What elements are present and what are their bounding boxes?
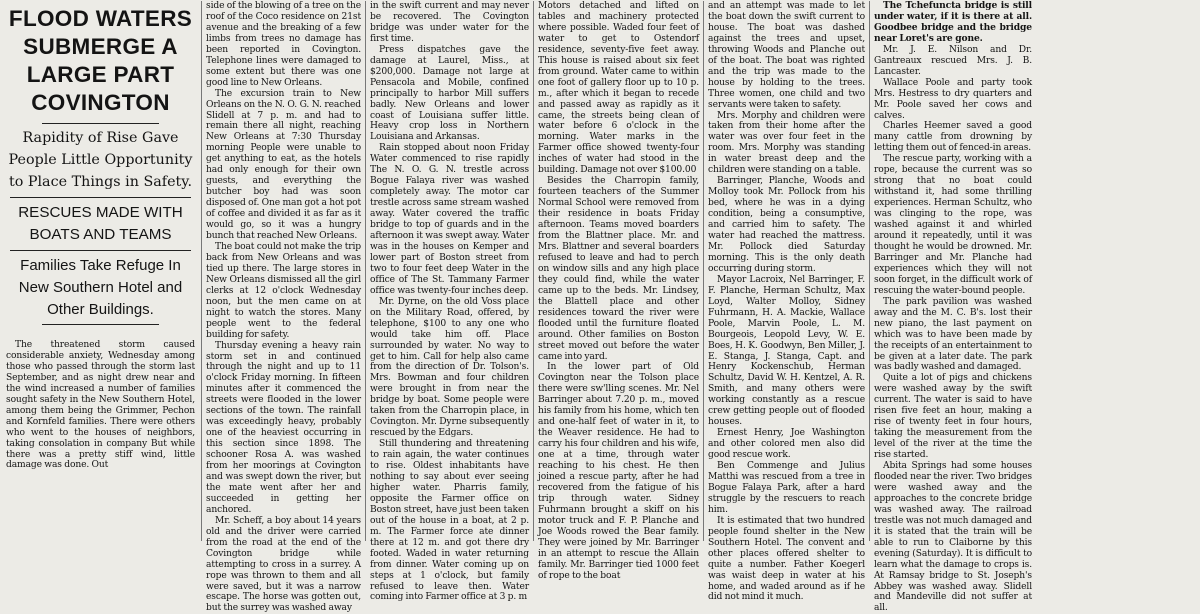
article-paragraph: side of the blowing of a tree on the roof of the Coco residence on 21st avenue and the breaking of a few limbs from trees no damage has been reported in Covington. Telephone lines were damaged to some extent but there was one good line to New Orleans.: [206, 1, 361, 88]
article-paragraph: The threatened storm caused considerable anxiety, Wednesday among those who passed through the storm last September, and as night drew near and the wind increased a number of families sought safety in the New Southern Hotel, among them being the Grimmer, Pechon and Kornfeld families. There were others who went to the houses of neighbors, taking consolation in company But while there was a pretty stiff wind, little damage was done. Out: [6, 340, 195, 471]
divider: [42, 324, 159, 325]
subheadline: Rapidity of Rise Gave People Little Opportunity to Place Things in Safety.: [8, 130, 193, 190]
headline-line: FLOOD WATERS: [8, 6, 193, 31]
text-column: [366, 1, 534, 603]
article-paragraph: and an attempt was made to let the boat down the swift current to house. The boat was dashed against the trees and upset, throwing Woods and Planche out of the boat. The boat was righted and the trip was made to the house by holding to the trees. Three women, one child and two servants were taken to safety.: [708, 1, 865, 110]
article-paragraph: Abita Springs had some houses flooded near the river. Two bridges were washed away and the approaches to the concrete bridge was washed away. The railroad trestle was not much damaged and it is stated that the train will be able to run to Claiborne by this evening (Saturday). It is difficult to learn what the damage to crops is. At Ramsay bridge to St. Joseph's Abbey was washed away. Slidell and Mandeville did not suffer at all.: [874, 461, 1032, 614]
headline-line: LARGE PART: [26, 62, 175, 87]
article-paragraph: It is estimated that two hundred people found shelter in the New Southern Hotel. The convent and other places offered shelter to quite a number. Father Koegerl was waist deep in water at his home, and waded around as if he did not mind it much.: [708, 515, 865, 603]
subheadline: RESCUES MADE WITH BOATS AND TEAMS: [18, 204, 183, 243]
article-paragraph: Quite a lot of pigs and chickens were washed away by the swift current. The water is said to have risen five feet an hour, making a rise of twenty feet in four hours, taking the measurement from the level of the river at the time the rise started.: [874, 373, 1032, 461]
subheadline: Families Take Refuge In New Southern Hotel and Other Buildings.: [18, 257, 183, 318]
text-column: [534, 1, 704, 581]
divider: [10, 250, 191, 251]
text-column: [202, 1, 366, 614]
text-column: [704, 1, 870, 603]
article-paragraph: The excursion train to New Orleans on the N. O. G. N. reached Slidell at 7 p. m. and had to remain there all night, reaching New Orleans at 7:30 Thursday morning People were unable to get anything to eat, as the hotels had only enough for their own guests, and everything the butcher boy had was soon disposed of. One man got a hot pot of coffee and divided it as far as it would go, so it was a hungry bunch that reached New Orleans.: [206, 88, 361, 242]
article-paragraph: Wallace Poole and party took Mrs. Hestress to dry quarters and Mr. Poole saved her cows and calves.: [874, 77, 1032, 121]
article-paragraph: Mr. Dyrne, on the old Voss place on the Military Road, offered, by telephone, $100 to any one who would take him off. Place surrounded by water. No way to get to him. Call for help also came from the direction of Dr. Tolson's. Mrs. Bowman and four children were brought in from near the bridge by boat. Some people were taken from the Charropin place, in Covington. Mr. Dyrne subsequently rescued by the Edgars.: [370, 296, 529, 439]
article-paragraph: in the swift current and may never be recovered. The Covington bridge was under water for the first time.: [370, 1, 529, 44]
text-column: [870, 0, 1036, 614]
article-paragraph: Charles Heemer saved a good many cattle from drowning by letting them out of fenced-in areas.: [874, 121, 1032, 154]
article-paragraph: Mr. J. E. Nilson and Dr. Gantreaux rescued Mrs. J. B. Lancaster.: [874, 44, 1032, 77]
article-paragraph: The rescue party, working with a rope, because the current was so strong that no boat could withstand it, had some thrilling experiences. Herman Schultz, who was clinging to the rope, was washed against it and whirled around it repeatedly, until it was thought he would be drowned. Mr. Barringer and Mr. Planche had experiences which they will not soon forget, in the difficult work of rescuing the water-bound people.: [874, 154, 1032, 296]
article-paragraph: The Tchefuncta bridge is still under water, if it is there at all. Goodbee bridge and the bridge near Loret's are gone.: [874, 0, 1032, 44]
article-paragraph: The boat could not make the trip back from New Orleans and was tied up there. The large stores in New Orleans dismissed all the girl clerks at 12 o'clock Wednesday noon, but the men came on at night to watch the stores. Many people went to the federal building for safety.: [206, 241, 362, 340]
article-paragraph: In the lower part of Old Covington near the Tolson place there were sw'lling scenes. Mr. Nel Barringer about 7.20 p. m., moved his family from his home, which ten and one-half feet of water in it, to the Weaver residence. He had to carry his four children and his wife, one at a time, through water reaching to his chest. He then joined a rescue party, after he had recovered from the fatigue of his trip through water. Sidney Fuhrmann brought a skiff on his motor truck and F. P. Planche and Joe Woods rowed the Bear family. They were joined by Mr. Barringer in an attempt to rescue the Allain family. Mr. Barringer tied 1000 feet of rope to the boat: [538, 362, 699, 581]
headline-column: [2, 1, 202, 541]
article-paragraph: The park pavilion was washed away and the M. C. B's. lost their new piano, the last payment on which was to have been made by the receipts of an entertainment to be given at a later date. The park was badly washed and damaged.: [874, 296, 1032, 373]
article-paragraph: Motors detached and lifted on tables and machinery protected where possible. Waded four feet of water to get to Ostendorf residence, seventy-five feet away. This house is raised about six feet from ground. Water came to within one foot of gallery floor up to 10 p. m., after which it began to recede and passed away as rapidly as it came, the streets being clean of water before 6 o'clock in the morning. Water marks in the Farmer office showed twenty-four inches of water had stood in the building. Damage not over $100.00: [538, 1, 699, 176]
article-paragraph: Mr. Scheff, a boy about 14 years old and the driver were carried from the road at the end of the Covington bridge while attempting to cross in a surrey. A rope was thrown to them and all were saved, but it was a narrow escape. The horse was gotten out, but the surrey was washed away: [206, 515, 361, 614]
divider: [10, 197, 191, 198]
article-paragraph: Still thundering and threatening to rain again, the water continues to rise. Oldest inhabitants have nothing to say about ever seeing higher water. Pharris family, opposite the Farmer office on Boston street, have just been taken out of the house in a boat, at 2 p. m. The Farmer force ate dinner there at 12 m. and got there dry footed. Waded in water returning from dinner. Water coming up on steps at 1 o'clock, but family refused to leave then. Water coming into Farmer office at 3 p. m: [370, 439, 529, 603]
article-paragraph: Rain stopped about noon Friday Water commenced to rise rapidly The N. O. G. N. trestle across Bogue Falaya river was washed completely away. The motor car trestle across same stream washed away. Water covered the traffic bridge to top of guards and in the afternoon it was swept away. Water was in the houses on Kemper and lower part of Boston street from two to four feet deep Water in the office of The St. Tammany Farmer office was twenty-four inches deep.: [370, 143, 529, 296]
article-paragraph: Mayor Lacroix, Nel Barringer, F. F. Planche, Herman Schultz, Max Loyd, Walter Molloy, Sidney Fuhrmann, H. A. Mackie, Wallace Poole, Marvin Poole, L. M. Bourgeois, Leopold Levy, W. E. Boes, H. K. Goodwyn, Ben Miller, J. E. Stanga, J. Stanga, Capt. and Henry Kockenschub, Herman Schultz, David W. H. Kentzel, A. R. Smith, and many others were working constantly as a rescue crew getting people out of flooded houses.: [708, 274, 865, 428]
headline-line: SUBMERGE A: [23, 34, 178, 59]
divider: [42, 123, 159, 124]
article-paragraph: Mrs. Morphy and children were taken from their home after the water was over four feet in the room. Mrs. Morphy was standing in water breast deep and the children were standing on a table.: [708, 110, 865, 176]
headline: [6, 5, 195, 117]
article-paragraph: Barringer, Planche, Woods and Molloy took Mr. Pollock from his bed, where he was in a dying condition, being a consumptive, and carried him to safety. The water had reached the mattress. Mr. Pollock died Saturday morning. This is the only death occurring during storm.: [708, 176, 865, 274]
article-paragraph: Press dispatches gave the damage at Laurel, Miss., at $200,000. Damage not large at Pensacola and Mobile, confined principally to harbor Mill suffers badly. New Orleans and lower coast of Louisiana suffer little. Heavy crop loss in Northern Louisiana and Arkansas.: [370, 44, 529, 143]
article-paragraph: Ernest Henry, Joe Washington and other colored men also did good rescue work.: [708, 428, 865, 461]
headline-line: COVINGTON: [31, 90, 170, 115]
article-paragraph: Besides the Charropin family, fourteen teachers of the Summer Normal School were removed from their residence in boats Friday afternoon. Teams moved boarders from the Blattner place. Mr. and Mrs. Blattner and several boarders refused to leave and had to perch on window sills and any high place they could find, while the water came up to the beds. Mr. Lindsey, the Blattell place and other residences toward the river were flooded until the furniture floated around. Other families on Boston street moved out before the water came into yard.: [538, 176, 699, 362]
article-paragraph: Thursday evening a heavy rain storm set in and continued through the night and up to 11 o'clock Friday morning. In fifteen minutes after it commenced the streets were flooded in the lower sections of the town. The rainfall was exceedingly heavy, probably one of the heaviest occurring in this section since 1898. The schooner Rosa A. was washed from her moorings at Covington and was swept down the river, but the mate went after her and succeeded in getting her anchored.: [206, 340, 361, 515]
article-paragraph: Ben Commenge and Julius Matthi was rescued from a tree in Bogue Falaya Park, after a hard struggle by the rescuers to reach him.: [708, 461, 865, 515]
